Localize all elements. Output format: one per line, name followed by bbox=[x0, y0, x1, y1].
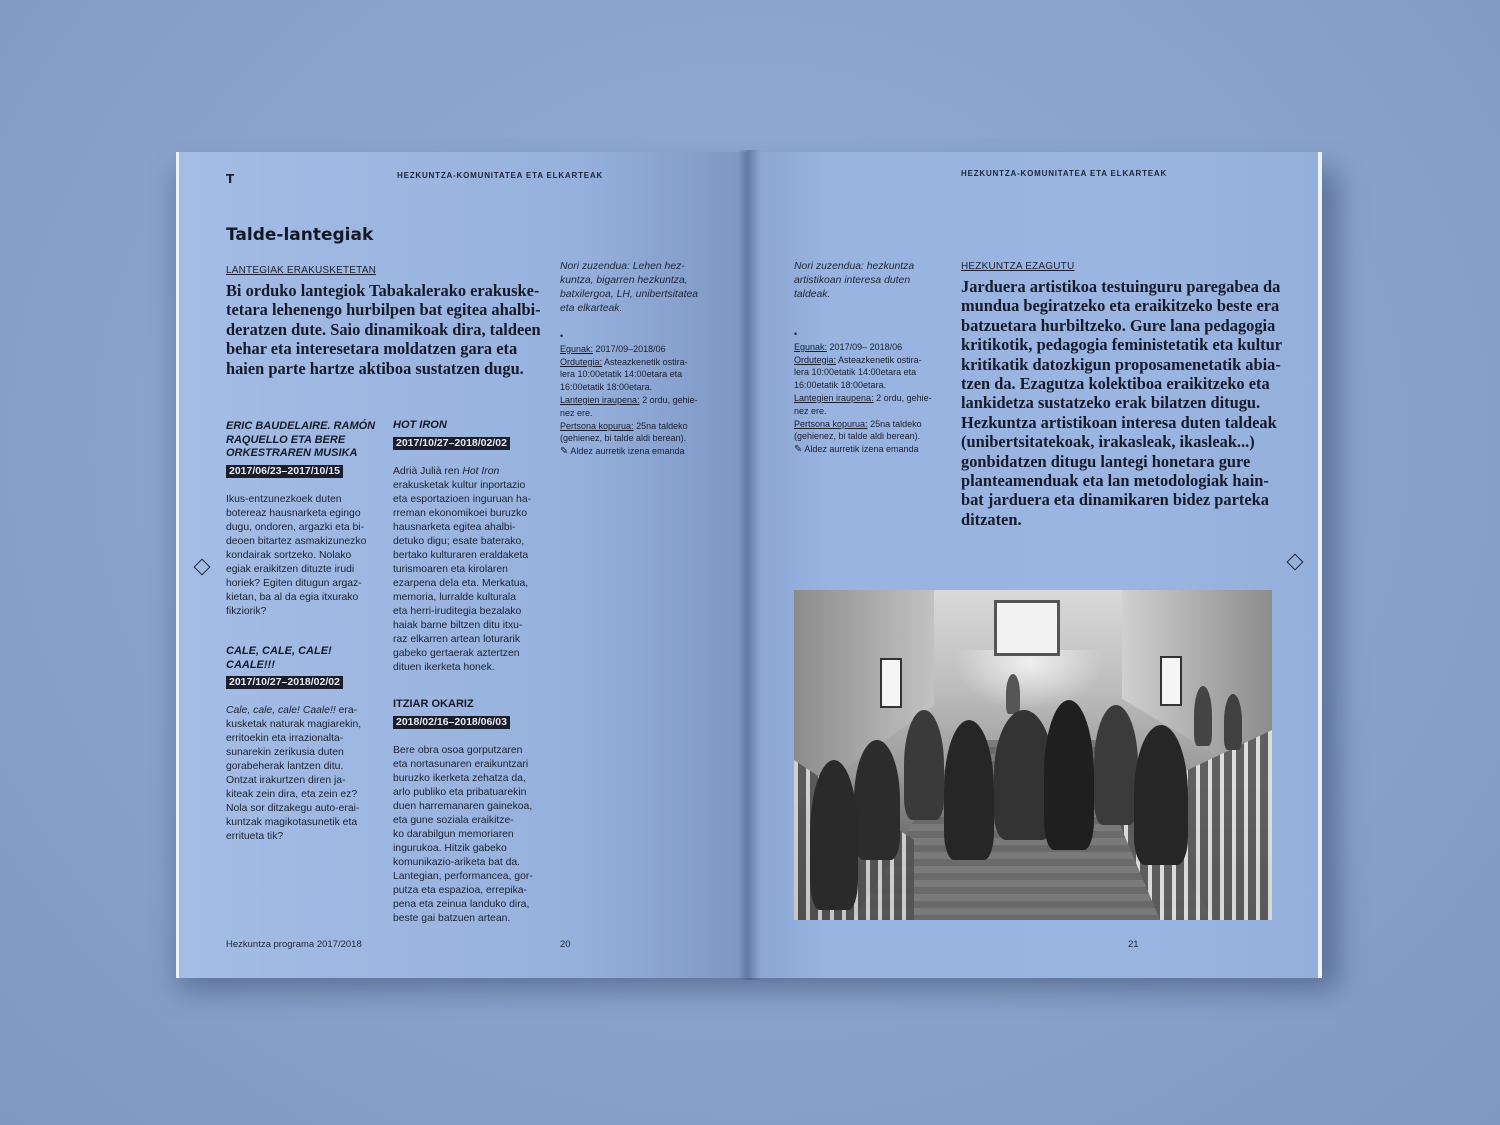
publisher-logo: T bbox=[226, 172, 235, 186]
schedule-info: Egunak: 2017/09– 2018/06 Ordutegia: Asteazkenetik ostira- lera 10:00etatik 14:00etara eta 16:00etatik 18:00etara. Lantegien iraupena: 2 ordu, gehie- nez ere. Pertsona kopurua: 25na taldeko (gehienez, bi talde aldi berean). ✎ Aldez aurretik izena emanda bbox=[794, 341, 954, 457]
diamond-ornament-icon bbox=[1287, 554, 1304, 571]
schedule-info: Egunak: 2017/09–2018/06 Ordutegia: Asteazkenetik ostira- lera 10:00etatik 14:00etara eta 16:00etatik 18:00etara. Lantegien iraupena: 2 ordu, gehie- nez ere. Pertsona kopurua: 25na taldeko (gehienez, bi talde aldi berean). ✎ Aldez aurretik izena emanda bbox=[560, 343, 720, 459]
bullet: • bbox=[560, 331, 564, 341]
section-baudelaire bbox=[226, 420, 381, 619]
diamond-ornament-icon bbox=[194, 559, 211, 576]
section-okariz bbox=[393, 698, 543, 926]
page-number-left: 20 bbox=[560, 939, 571, 950]
footer-title: Hezkuntza programa 2017/2018 bbox=[226, 939, 362, 950]
left-page bbox=[176, 152, 748, 978]
workshop-info-left bbox=[560, 260, 720, 459]
section-date: 2017/10/27–2018/02/02 bbox=[226, 676, 343, 689]
lead-paragraph-right: Jarduera artistikoa testuinguru paregabea da mundua begiratzeko eta eraikitzeko beste era batzuetara hurbiltzeko. Gure lana pedagogia kritikotik, pedagogia feministetatik eta kultur kritikatik datozkigun proposamenetatik abia- tzen da. Ezagutza kolektiboa eraikitzeko eta lankidetza sustatzeko erak bilatzen ditugu. Hezkuntza artistikoan interesa duten taldeak (unibertsitatekoak, irakasleak, ikasleak...) gonbidatzen ditugu lantegi honetara gure planteamenduak eta lan metodologiak hain- bat jarduera eta dinamikaren bidez parteka ditzaten. bbox=[961, 277, 1282, 529]
edit-icon: ✎ bbox=[794, 444, 803, 456]
page-title: Talde-lantegiak bbox=[226, 225, 374, 245]
page-number-right: 21 bbox=[1128, 939, 1139, 950]
book-spine bbox=[738, 150, 760, 980]
register-link[interactable]: ✎ Aldez aurretik izena emanda bbox=[560, 446, 685, 458]
workshop-info-right bbox=[794, 260, 954, 457]
section-hot-iron bbox=[393, 419, 543, 675]
section-body: Cale, cale, cale! Caale!! era- kusketak naturak magiarekin, erritoekin eta irrazionalta- sunarekin zerikusia duten gorabeherak lantzen ditu. Ontzat irakurtzen diren ja- kiteak zein dira, eta zein ez? Nola sor ditzakegu auto-erai- kuntzak magikotasunetik eta erritueta tik? bbox=[226, 705, 362, 842]
staircase-photo bbox=[794, 590, 1272, 920]
running-head-right: HEZKUNTZA-KOMUNITATEA ETA ELKARTEAK bbox=[961, 169, 1168, 178]
section-date: 2018/02/16–2018/06/03 bbox=[393, 716, 510, 729]
section-body: Bere obra osoa gorputzaren eta nortasunaren eraikuntzari buruzko ikerketa zehatza da, arlo publiko eta pribatuarekin duen harremanaren gainekoa, eta gune soziala eraikitze- ko darabilgun memoriaren ingurukoa. Hitzik gabeko komunikazio-ariketa bat da. Lantegian, performancea, gor- putza eta espazioa, errepika- pena eta zeinua landuko dira, beste gai batzuen artean. bbox=[393, 744, 533, 924]
section-body: Adrià Julià ren Hot Iron erakusketak kultur inportazio eta esportazioen inguruan ha- rreman ekonomikoei buruzko hausnarketa egitea ahalbi- detuko digu; esate baterako, bertako kulturaren eraldaketa turismoaren eta kirolaren ezarpena dela eta. Merkatua, memoria, lurralde kulturala eta herri-iruditegia bezalako haiak barne biltzen ditu itxu- raz elkarren artean loturarik gabeko gertaerak aztertzen dituen ikerketa honek. bbox=[393, 465, 532, 673]
running-head-left: HEZKUNTZA-KOMUNITATEA ETA ELKARTEAK bbox=[397, 171, 604, 180]
audience-text: Nori zuzendua: Lehen hez- kuntza, bigarren hezkuntza, batxilergoa, LH, unibertsitatea eta elkarteak. bbox=[560, 261, 699, 314]
section-title: ERIC BAUDELAIRE. RAMÓN RAQUELLO ETA BERE ORKESTRAREN MUSIKA bbox=[226, 420, 376, 459]
register-link[interactable]: ✎ Aldez aurretik izena emanda bbox=[794, 444, 919, 456]
section-title: CALE, CALE, CALE! CAALE!!! bbox=[226, 645, 332, 671]
lead-paragraph-left: Bi orduko lantegiok Tabakalerako erakuske- tetara lehenengo hurbilpen bat egitea ahalbi- deratzen dute. Saio dinamikoak dira, taldeen behar eta interesetara moldatzen gara eta haien parte hartze aktiboa sustatzen dugu. bbox=[226, 281, 541, 378]
audience-text: Nori zuzendua: hezkuntza artistikoan interesa duten taldeak. bbox=[794, 261, 915, 300]
section-body: Ikus-entzunezkoek duten botereaz hausnarketa egingo dugu, ondoren, argazki eta bi- deoen bitartez asmakizunezko kondairak sortzeko. Nolako egiak eraikitzen dituzte irudi horiek? Egiten ditugun argaz- kietan, ba al da egia itxurako fikziorik? bbox=[226, 493, 367, 617]
bullet: • bbox=[794, 329, 798, 339]
edit-icon: ✎ bbox=[560, 446, 569, 458]
section-cale bbox=[226, 645, 381, 844]
kicker-left: LANTEGIAK ERAKUSKETETAN bbox=[226, 265, 377, 276]
section-date: 2017/06/23–2017/10/15 bbox=[226, 465, 343, 478]
section-date: 2017/10/27–2018/02/02 bbox=[393, 437, 510, 450]
right-page bbox=[748, 152, 1322, 978]
section-title: ITZIAR OKARIZ bbox=[393, 698, 474, 710]
section-title: HOT IRON bbox=[393, 419, 447, 431]
kicker-right: HEZKUNTZA EZAGUTU bbox=[961, 261, 1075, 272]
